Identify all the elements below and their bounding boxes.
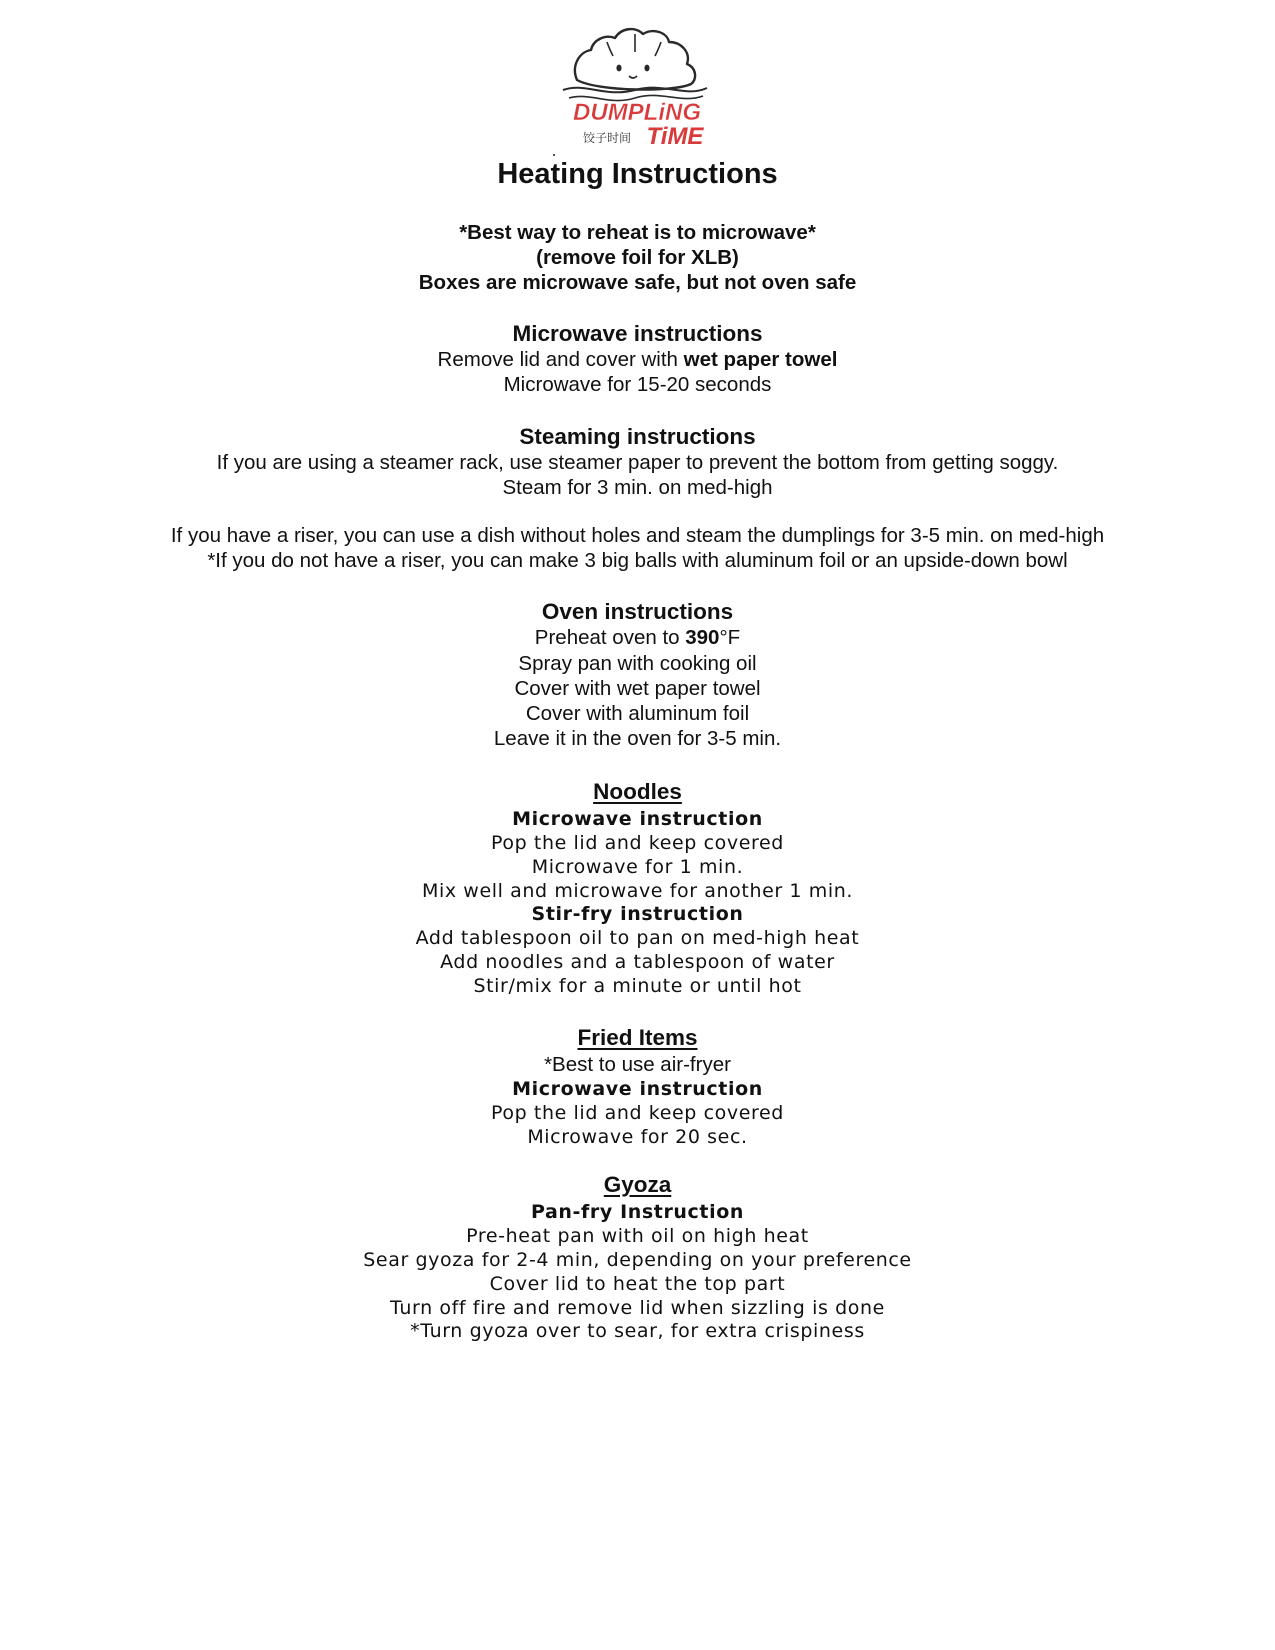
- fried-step: Pop the lid and keep covered: [491, 1102, 784, 1124]
- gyoza-step: Pre-heat pan with oil on high heat: [466, 1225, 809, 1247]
- steaming-line-4: *If you do not have a riser, you can make 3 big balls with aluminum foil or an upside-down bowl: [207, 549, 1068, 572]
- microwave-heading: Microwave instructions: [512, 321, 763, 346]
- fried-items-note: *Best to use air-fryer: [544, 1053, 731, 1076]
- oven-line-1-text: Preheat oven to: [534, 626, 686, 649]
- steaming-line-3: If you have a riser, you can use a dish without holes and steam the dumplings for 3-5 min. on med-high: [170, 524, 1105, 547]
- microwave-line-1-text: Remove lid and cover with: [437, 348, 684, 371]
- gyoza-step: *Turn gyoza over to sear, for extra crispiness: [410, 1320, 865, 1342]
- steaming-heading: Steaming instructions: [519, 424, 756, 449]
- noodles-stirfry-step: Add tablespoon oil to pan on med-high heat: [415, 927, 860, 949]
- noodles-stirfry-step: Stir/mix for a minute or until hot: [473, 975, 802, 997]
- noodles-stirfry-heading: Stir-fry instruction: [531, 903, 744, 925]
- noodles-microwave-step: Mix well and microwave for another 1 min.: [421, 880, 854, 902]
- gyoza-step: Sear gyoza for 2-4 min, depending on your preference: [363, 1249, 912, 1271]
- noodles-microwave-heading: Microwave instruction: [512, 808, 763, 830]
- dumpling-time-logo: [555, 18, 715, 146]
- oven-line-4: Cover with aluminum foil: [525, 702, 750, 725]
- page-title: Heating Instructions: [497, 158, 778, 190]
- steaming-line-1: If you are using a steamer rack, use steamer paper to prevent the bottom from getting soggy.: [216, 451, 1059, 474]
- gyoza-step: Turn off fire and remove lid when sizzling is done: [390, 1297, 885, 1319]
- microwave-line-1: [0, 347, 1275, 373]
- gyoza-step: Cover lid to heat the top part: [489, 1273, 786, 1295]
- oven-heading: Oven instructions: [541, 599, 734, 624]
- oven-temperature-unit: °F: [719, 626, 741, 649]
- oven-line-5: Leave it in the oven for 3-5 min.: [493, 727, 782, 750]
- wet-paper-towel-emphasis: wet paper towel: [683, 348, 838, 371]
- oven-line-2: Spray pan with cooking oil: [518, 652, 757, 675]
- noodles-microwave-step: Pop the lid and keep covered: [491, 832, 784, 854]
- fried-items-heading: Fried Items: [577, 1025, 698, 1050]
- intro-line-3: Boxes are microwave safe, but not oven safe: [418, 271, 857, 294]
- noodles-stirfry-step: Add noodles and a tablespoon of water: [440, 951, 835, 973]
- noodles-microwave-step: Microwave for 1 min.: [531, 856, 744, 878]
- oven-line-1: [0, 625, 1275, 651]
- fried-microwave-heading: Microwave instruction: [512, 1078, 763, 1100]
- brand-word-dumpling: DUMPLiNG: [573, 99, 701, 126]
- brand-word-time: TiME: [646, 123, 704, 146]
- dumpling-mascot-icon: [555, 18, 715, 146]
- fried-step: Microwave for 20 sec.: [527, 1126, 748, 1148]
- oven-line-3: Cover with wet paper towel: [514, 677, 761, 700]
- steaming-line-2: Steam for 3 min. on med-high: [502, 476, 773, 499]
- noodles-heading: Noodles: [593, 779, 682, 804]
- microwave-line-2: Microwave for 15-20 seconds: [503, 373, 772, 396]
- oven-temperature: 390: [685, 626, 720, 649]
- gyoza-panfry-heading: Pan-fry Instruction: [530, 1201, 744, 1223]
- intro-line-2: (remove foil for XLB): [536, 246, 739, 269]
- intro-line-1: *Best way to reheat is to microwave*: [459, 221, 816, 244]
- brand-chinese: 饺子时间: [582, 131, 632, 145]
- gyoza-heading: Gyoza: [603, 1172, 672, 1197]
